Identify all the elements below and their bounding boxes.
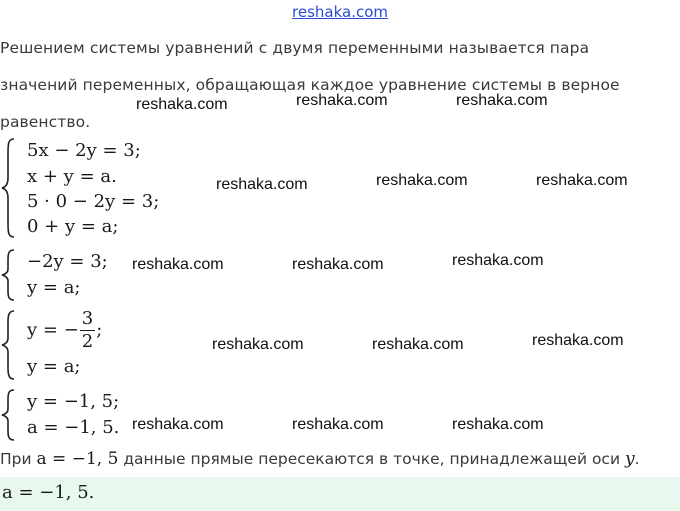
watermark: reshaka.com bbox=[536, 172, 628, 189]
system4-brace bbox=[0, 387, 20, 443]
watermark: reshaka.com bbox=[296, 92, 388, 109]
watermark: reshaka.com bbox=[212, 336, 304, 353]
system2-brace bbox=[0, 247, 20, 303]
watermark: reshaka.com bbox=[132, 416, 224, 433]
fraction: $\frac{3}{2}$ bbox=[81, 308, 94, 352]
system3-brace bbox=[0, 308, 20, 382]
watermark: reshaka.com bbox=[372, 336, 464, 353]
watermark: reshaka.com bbox=[452, 416, 544, 433]
watermark: reshaka.com bbox=[216, 176, 308, 193]
conclusion-line: При a = −1, 5 данные прямые пересекаются в точке, принадлежащей оси y. bbox=[0, 449, 640, 469]
intro-line-2: значений переменных, обращающая каждое уравнение системы в верное bbox=[0, 76, 620, 94]
site-link[interactable]: reshaka.com bbox=[292, 3, 388, 21]
watermark: reshaka.com bbox=[136, 96, 228, 113]
system3-eq2: y = a; bbox=[27, 356, 81, 377]
system2-eq1: −2y = 3; bbox=[27, 251, 108, 272]
watermark: reshaka.com bbox=[452, 252, 544, 269]
intro-line-3: равенство. bbox=[0, 113, 91, 131]
system3-eq1: y = − $\frac{3}{2}$ ; bbox=[27, 308, 103, 352]
watermark: reshaka.com bbox=[456, 92, 548, 109]
watermark: reshaka.com bbox=[292, 416, 384, 433]
system1-brace bbox=[0, 136, 20, 240]
watermark: reshaka.com bbox=[132, 256, 224, 273]
watermark: reshaka.com bbox=[292, 256, 384, 273]
intro-line-1: Решением системы уравнений с двумя переменными называется пара bbox=[0, 39, 590, 57]
watermark: reshaka.com bbox=[532, 332, 624, 349]
system1-eq2: x + y = a. bbox=[27, 166, 117, 187]
system2-eq2: y = a; bbox=[27, 277, 81, 298]
system1-eq1: 5x − 2y = 3; bbox=[27, 140, 141, 161]
answer: a = −1, 5. bbox=[2, 482, 95, 503]
answer-box bbox=[0, 477, 680, 511]
system1-eq3: 5 · 0 − 2y = 3; bbox=[27, 191, 160, 212]
watermark: reshaka.com bbox=[376, 172, 468, 189]
system1-eq4: 0 + y = a; bbox=[27, 216, 119, 237]
system4-eq1: y = −1, 5; bbox=[27, 391, 120, 412]
system4-eq2: a = −1, 5. bbox=[27, 417, 120, 438]
